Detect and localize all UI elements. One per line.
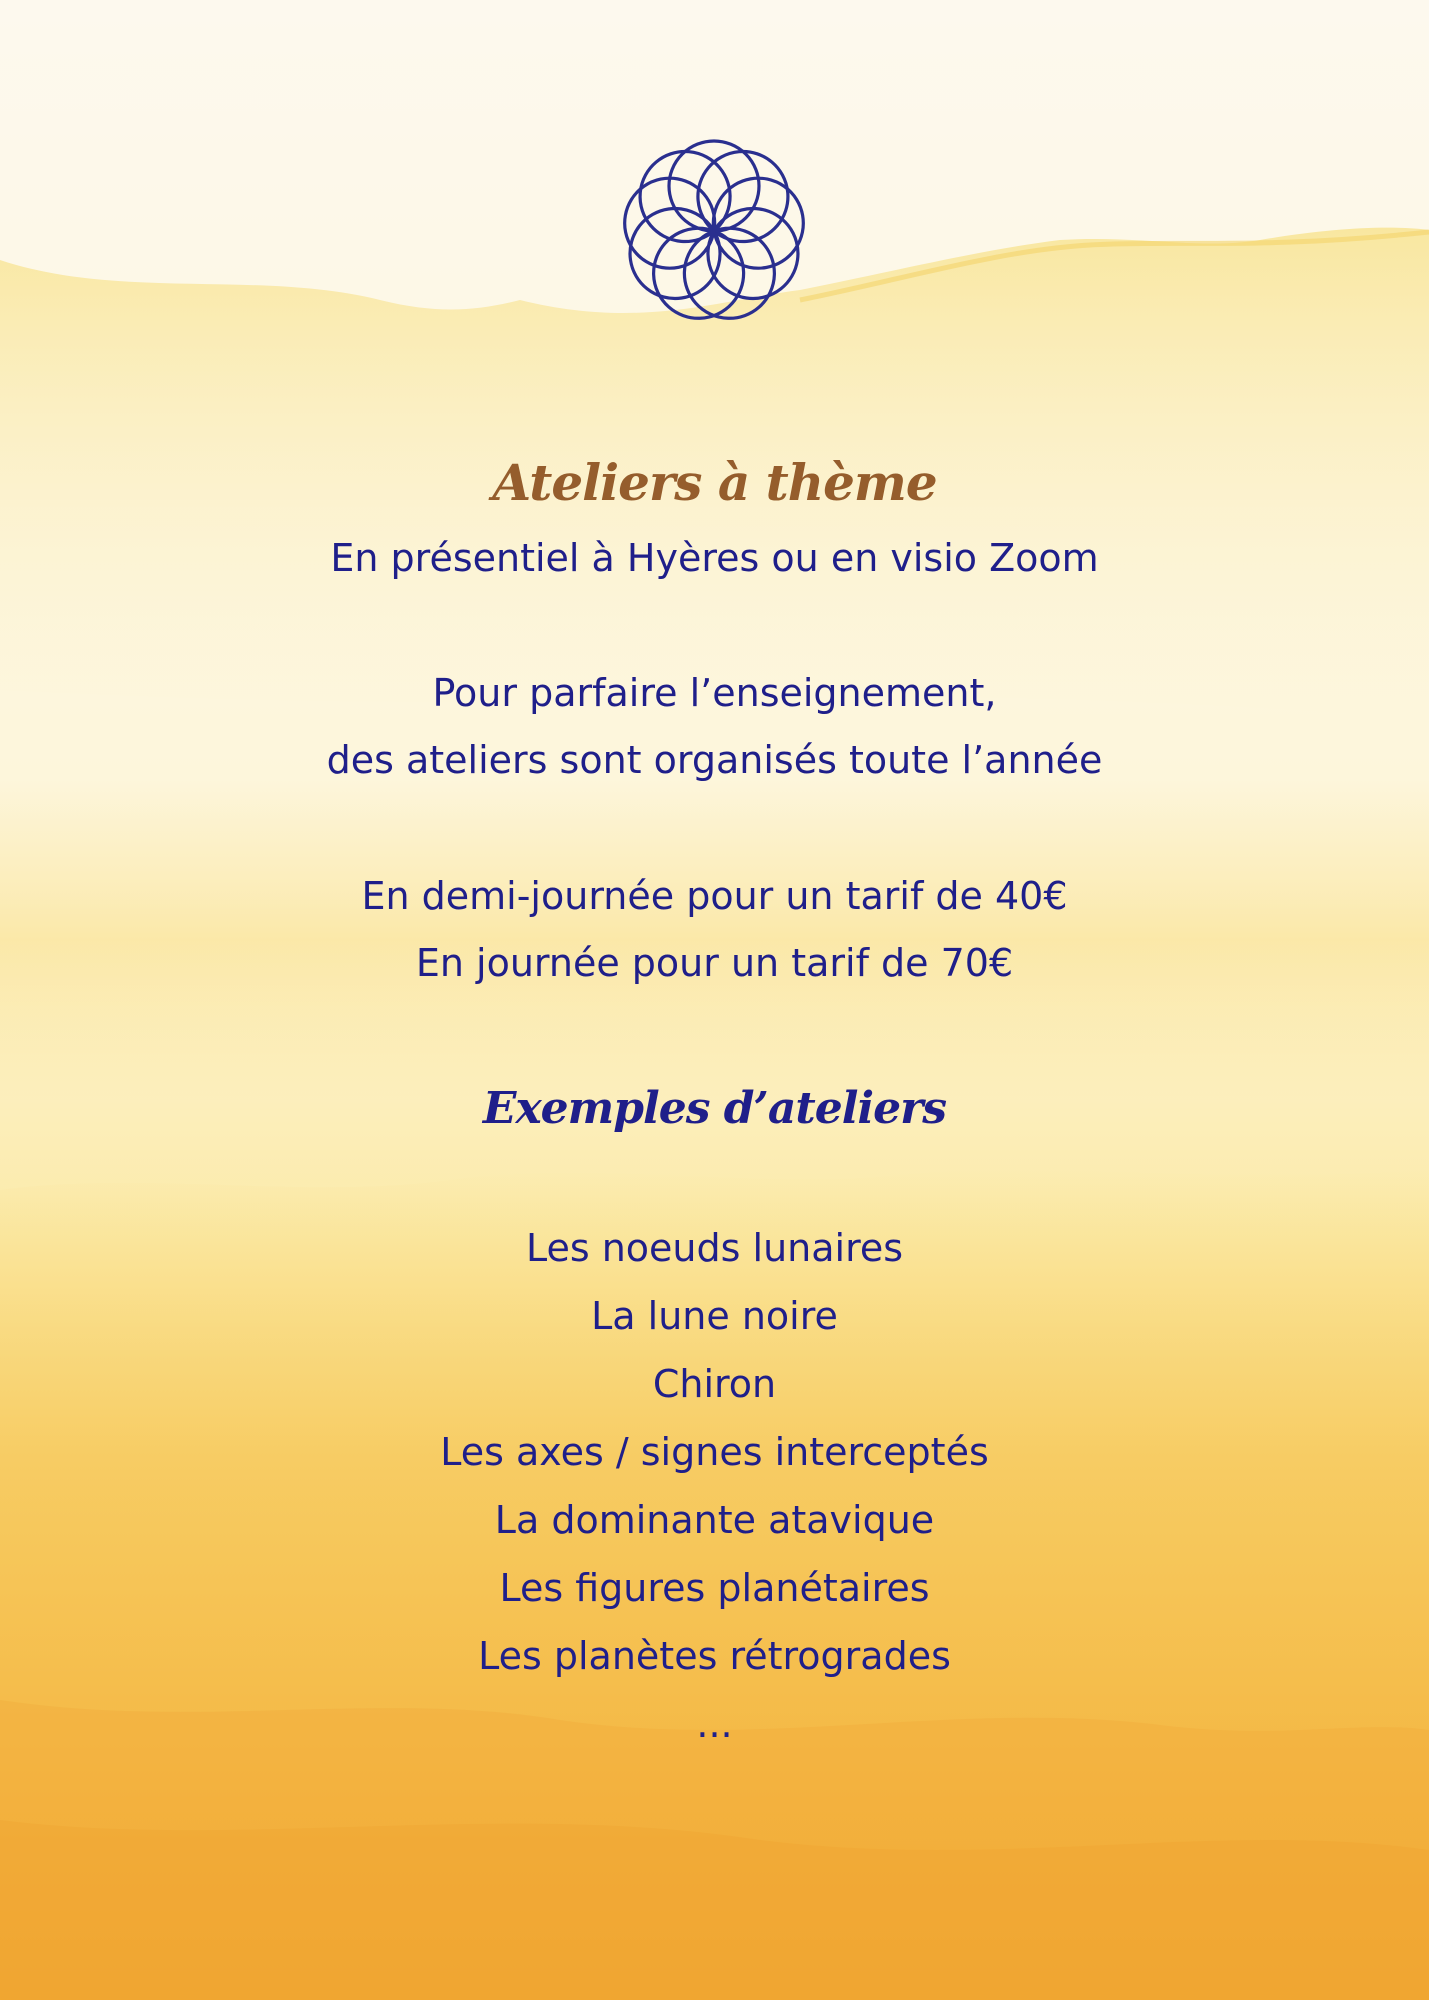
spiral-flower-icon bbox=[619, 136, 809, 326]
list-item: Les axes / signes interceptés bbox=[440, 1430, 989, 1474]
list-item: Les noeuds lunaires bbox=[525, 1226, 904, 1270]
list-item: La dominante atavique bbox=[494, 1498, 935, 1542]
list-item: Chiron bbox=[652, 1362, 777, 1406]
list-item: Les figures planétaires bbox=[499, 1566, 930, 1610]
intro-line-2: des ateliers sont organisés toute l’année bbox=[326, 738, 1103, 782]
intro-line-1: Pour parfaire l’enseignement, bbox=[432, 671, 997, 715]
pricing-half-day: En demi-journée pour un tarif de 40€ bbox=[361, 874, 1068, 918]
page-title: Ateliers à thème bbox=[492, 453, 937, 512]
examples-heading: Exemples d’ateliers bbox=[482, 1083, 947, 1134]
location-line: En présentiel à Hyères ou en visio Zoom bbox=[330, 536, 1099, 580]
list-item: Les planètes rétrogrades bbox=[478, 1634, 951, 1678]
list-item: La lune noire bbox=[591, 1294, 838, 1338]
pricing-full-day: En journée pour un tarif de 70€ bbox=[415, 941, 1014, 985]
list-item: ... bbox=[696, 1702, 733, 1746]
